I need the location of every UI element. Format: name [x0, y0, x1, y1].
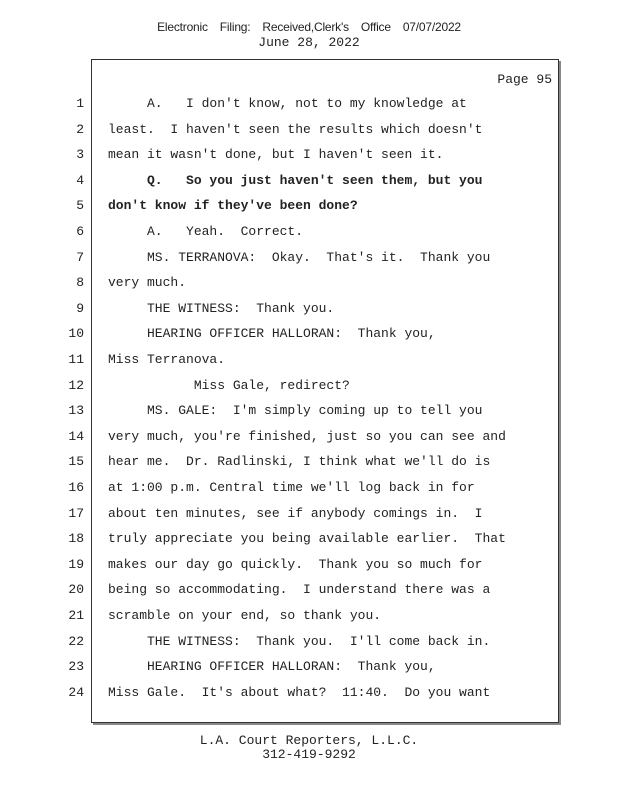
- line-number: 22: [68, 634, 84, 649]
- line-number: 14: [68, 429, 84, 444]
- line-text: MS. TERRANOVA: Okay. That's it. Thank you: [108, 250, 491, 265]
- line-text: least. I haven't seen the results which doesn't: [108, 122, 483, 137]
- line-text: at 1:00 p.m. Central time we'll log back in for: [108, 480, 475, 495]
- line-number: 13: [68, 403, 84, 418]
- line-text: truly appreciate you being available earlier. That: [108, 531, 506, 546]
- line-number: 5: [76, 198, 84, 213]
- line-number: 10: [68, 326, 84, 341]
- line-text: A. I don't know, not to my knowledge at: [108, 96, 467, 111]
- line-text: THE WITNESS: Thank you. I'll come back in.: [108, 634, 491, 649]
- line-number: 2: [76, 122, 84, 137]
- filing-part: Filing:: [219, 20, 251, 34]
- line-number: 21: [68, 608, 84, 623]
- line-text: scramble on your end, so thank you.: [108, 608, 382, 623]
- line-text: hear me. Dr. Radlinski, I think what we'll do is: [108, 454, 491, 469]
- line-number: 18: [68, 531, 84, 546]
- line-number: 8: [76, 275, 84, 290]
- line-text: Miss Gale. It's about what? 11:40. Do you want: [108, 685, 491, 700]
- footer-company: L.A. Court Reporters, L.L.C.: [199, 733, 419, 748]
- line-number: 12: [68, 378, 84, 393]
- transcript-date: June 28, 2022: [258, 35, 360, 50]
- line-text: HEARING OFFICER HALLORAN: Thank you,: [108, 326, 436, 341]
- line-number: 16: [68, 480, 84, 495]
- line-number: 6: [76, 224, 84, 239]
- line-text: THE WITNESS: Thank you.: [108, 301, 335, 316]
- line-text: about ten minutes, see if anybody comings in. I: [108, 506, 483, 521]
- electronic-filing-stamp: [0, 20, 618, 34]
- line-text: very much.: [108, 275, 187, 290]
- footer-phone: 312-419-9292: [262, 747, 356, 762]
- line-text: Miss Gale, redirect?: [108, 378, 350, 393]
- line-number: 24: [68, 685, 84, 700]
- line-number: 17: [68, 506, 84, 521]
- line-text: very much, you're finished, just so you can see and: [108, 429, 506, 444]
- filing-part: Received,Clerk's: [262, 20, 349, 34]
- line-number: 11: [68, 352, 84, 367]
- line-number: 19: [68, 557, 84, 572]
- line-text: HEARING OFFICER HALLORAN: Thank you,: [108, 659, 436, 674]
- line-number: 1: [76, 96, 84, 111]
- line-text: Miss Terranova.: [108, 352, 226, 367]
- line-text: don't know if they've been done?: [108, 198, 358, 213]
- line-text: A. Yeah. Correct.: [108, 224, 304, 239]
- line-number: 15: [68, 454, 84, 469]
- line-number: 20: [68, 582, 84, 597]
- line-text: being so accommodating. I understand there was a: [108, 582, 491, 597]
- page-number: Page 95: [497, 72, 552, 87]
- filing-part: Office: [360, 20, 391, 34]
- filing-part: 07/07/2022: [402, 20, 461, 34]
- line-number: 9: [76, 301, 84, 316]
- line-number: 7: [76, 250, 84, 265]
- line-number: 4: [76, 173, 84, 188]
- line-text: makes our day go quickly. Thank you so much for: [108, 557, 483, 572]
- line-number: 23: [68, 659, 84, 674]
- line-number: 3: [76, 147, 84, 162]
- line-text: MS. GALE: I'm simply coming up to tell you: [108, 403, 483, 418]
- line-text: Q. So you just haven't seen them, but you: [108, 173, 483, 188]
- line-text: mean it wasn't done, but I haven't seen it.: [108, 147, 444, 162]
- filing-part: Electronic: [157, 20, 208, 34]
